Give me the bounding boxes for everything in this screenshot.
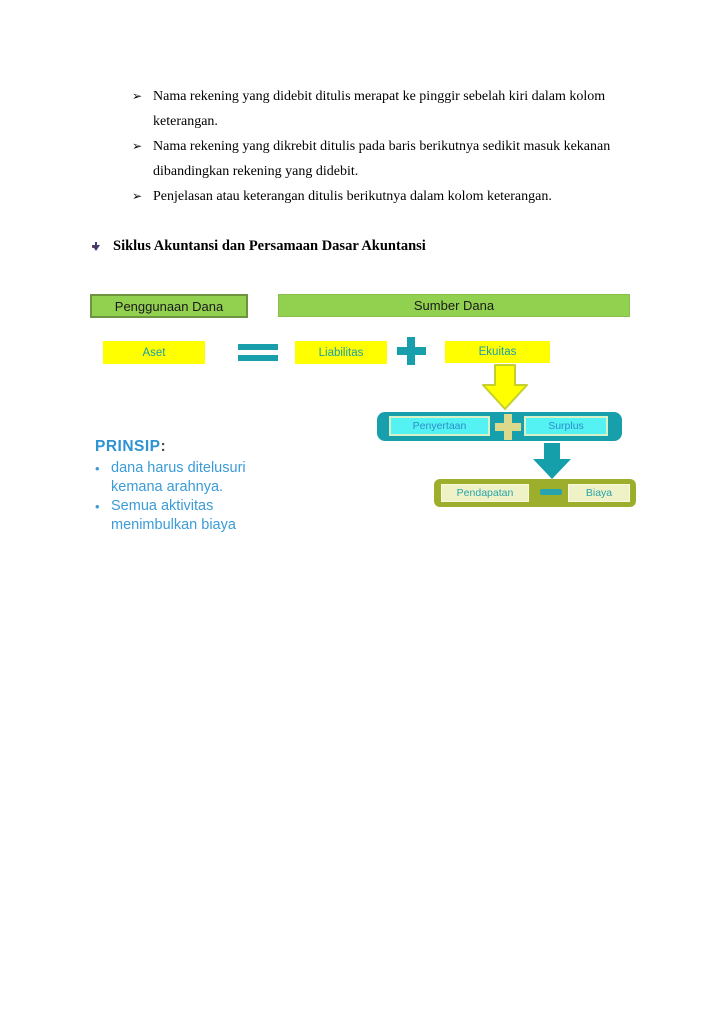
surplus-box: Surplus [524, 416, 608, 436]
list-item-text: Penjelasan atau keterangan ditulis berikutnya dalam kolom keterangan. [153, 189, 552, 204]
section-title: Siklus Akuntansi dan Persamaan Dasar Akuntansi [113, 238, 426, 254]
list-item [132, 134, 652, 184]
biaya-box: Biaya [568, 484, 630, 502]
prinsip-item-text: Semua aktivitas [111, 498, 214, 514]
bullet-list [132, 84, 652, 209]
list-item-text: Nama rekening yang didebit ditulis merapat ke pinggir sebelah kiri dalam kolom [153, 89, 606, 104]
dot-bullet-icon: • [95, 461, 100, 476]
clover-bullet-icon [91, 242, 101, 253]
prinsip-item-text: kemana arahnya. [111, 479, 224, 495]
prinsip-item [95, 459, 305, 497]
minus-icon [540, 489, 562, 495]
list-item [132, 84, 652, 134]
list-item-text: keterangan. [153, 114, 218, 129]
section-heading [91, 238, 426, 255]
plus-icon [407, 337, 415, 365]
plus-icon [504, 414, 512, 440]
list-item-text: Nama rekening yang dikrebit ditulis pada baris berikutnya sedikit masuk kekanan [153, 139, 611, 154]
arrow-bullet-icon: ➢ [132, 89, 143, 103]
list-item-text: dibandingkan rekening yang didebit. [153, 164, 359, 179]
equals-icon [238, 355, 278, 361]
list-item [132, 184, 652, 209]
liabilitas-box: Liabilitas [295, 341, 387, 364]
equals-icon [238, 344, 278, 350]
penyertaan-box: Penyertaan [389, 416, 490, 436]
prinsip-item [95, 497, 305, 535]
prinsip-heading-text: PRINSIP [95, 438, 161, 455]
prinsip-colon: : [160, 438, 167, 455]
arrow-bullet-icon: ➢ [132, 139, 143, 153]
prinsip-item-text: menimbulkan biaya [111, 517, 236, 533]
arrow-bullet-icon: ➢ [132, 189, 143, 203]
pendapatan-box: Pendapatan [441, 484, 529, 502]
prinsip-note [95, 438, 305, 535]
teal-down-arrow-icon [533, 443, 571, 479]
aset-box: Aset [103, 341, 205, 364]
ekuitas-box: Ekuitas [445, 341, 550, 363]
sumber-dana-box: Sumber Dana [278, 294, 630, 317]
prinsip-item-text: dana harus ditelusuri [111, 460, 246, 476]
prinsip-heading [95, 438, 305, 456]
penggunaan-dana-box: Penggunaan Dana [90, 294, 248, 318]
dot-bullet-icon: • [95, 499, 100, 514]
yellow-down-arrow-icon [482, 364, 528, 410]
